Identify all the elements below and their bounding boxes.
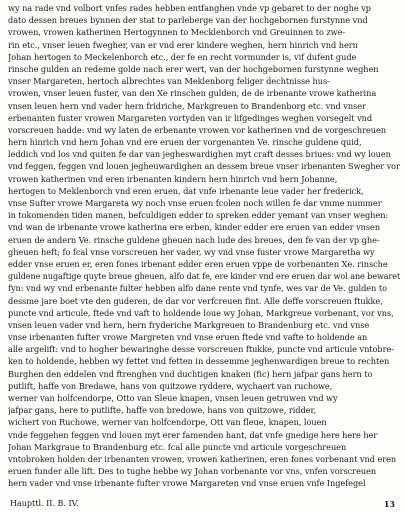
text-line: vorscreuen hadde: vnd wy laten de erbenante vrowen vor katherinen vnd de vorgeschreuen <box>8 124 386 135</box>
text-line: vnd feggen, feggen vnd louen jegheuwardighen an dessem breue vnser irbenanten Swegher vor <box>8 161 400 172</box>
text-line: vntobroken holden der irbenanten vrowen, vrowen katherinen, eren fones vorbenant vnd eren <box>8 453 397 464</box>
text-line: hern hinrich vnd hern Johan vnd ere eruen der vorgenanten Ve. rinsche guldene quid, <box>8 137 362 148</box>
text-line: vrowen katherinen vnd eren irbenanten kindern hern hinrich vnd hern Johanne, <box>8 173 338 184</box>
text-line: wichert von Ruchowe, werner van holfcendorpe, Ott van fleue, knapen, louen <box>8 417 327 428</box>
text-line: vnsen leuen vader vnd hern, hern fryderiche Markgreuen to Brandenburg etc. vnd vnse <box>8 319 370 330</box>
text-line: leddich vnd los vnd quiten fe dar van jegheswardighen myt craft desses briues: vnd wy louen <box>8 149 391 160</box>
text-line: guldene nugaftige quyte breue gheuen, alfo dat fe, ere kinder vnd ere eruen dar wol ane bewaret <box>8 271 401 282</box>
page-footer <box>10 498 395 510</box>
text-line: puncte vnd articule, ftede vnd vaft to holdende loue wy Johan, Markgreue vorbenant, vor vns, <box>8 307 394 318</box>
text-line: Johan Markgraue to Brandenburg etc. fcal alle puncte vnd articule vorgeschreuen <box>8 441 347 452</box>
text-line: hertogen to Meklenborch vnd eren eruen, dat vnfe irbenante leue vader her frederick, <box>8 185 364 196</box>
text-line: vrowen, vrowen katherinen Hertogynnen to Mecklenborch vnd Greuinnen to zwe- <box>8 27 346 38</box>
text-line: vrowen, vnser leuen fuster, van den Xe rinschen gulden, de de irbenante vrowe katherina <box>8 88 377 99</box>
text-line: vnsen leuen hern vnd vader hern fridriche, Markgreuen to Brandenborg etc. vnd vnser <box>8 100 366 111</box>
text-line: eruen funder alle lift. Des to tughe hebbe wy Johan vorbenante vor vns, vnfen vorscreuen <box>8 466 377 477</box>
text-line: edder vnse eruen er, eren fones irbenant edder eren eruen vppe de vorbenanten Xe. rinsche <box>8 258 388 269</box>
text-line: fyn: vnd wy vnd erbenante fulter hebben alfo dane rente vnd tynfe, wes var de Ve. gulden to <box>8 283 387 294</box>
text-line: dato dessen breues bynnen der stat to parleberge van der hochgebornen furstynne vnd <box>8 15 368 26</box>
document-body <box>8 2 400 490</box>
text-line: jafpar gans, here to putlifte, haffe von bredowe, hans von quitzowe, ridder, <box>8 405 316 416</box>
text-line: gheuen heft; fo fcal vnse vorscreuen her vader, wy vnd vnse fuster vrowe Margaretha wy <box>8 246 375 257</box>
text-line: erbenanten fuster vrowen Margareten vortyden van ir lifgedinges weghen vorsegelt vnd <box>8 112 373 123</box>
text-line: vnd wan de irbenante vrowe katherina ere erben, kinder edder ere eruen van edder vnsen <box>8 222 381 233</box>
text-line: wy na rade vnd volbort vnfes rades hebben entfanghen vnde vp gebaret to der noghe vp <box>8 3 371 13</box>
text-line: werner van holfcendorpe, Otto van Sleue knapen, vnsen leuen getruwen vnd wy <box>8 393 338 403</box>
text-line: rin etc., vnser leuen fwegher, van er vnd erer kindere weghen, hern hinrich vnd hern <box>8 39 358 50</box>
text-line: hern vader vnd vnse irbenante fufter vrowe Margareten vnd vnse eruen vnfe Ingefegel <box>8 478 366 489</box>
text-line: vnse Sufter vrowe Margareta wy noch vnse eruen fcolen noch willen fe dar vmme nummer <box>8 198 382 208</box>
footer-reference: Haupttl. II. B. IV. <box>10 499 79 508</box>
text-line: in tokomenden tiden manen, befculdigen edder to spreken edder yemant van vnser weghen: <box>8 210 389 221</box>
text-line: rinsche gulden an redeme golde nach erer wert, van der hochgebornen furstynne weghen <box>8 63 379 74</box>
text-line: alle argelift: vnd to hogher bewaringhe desse vorscreuen ftukke, puncte vnd articule vntobre- <box>8 344 394 355</box>
text-line: ken to holdende, hebben wy fettet vnd fetten in dessemme jeghenwardigen breue to rechten <box>8 356 390 367</box>
text-line: Burghen den eddelen vnd ftrenghen vnd duchtigen knaken (fic) hern jafpar gans hern to <box>8 368 373 379</box>
page-number: 13 <box>383 499 395 509</box>
text-line: vnde feggehen feggen vnd louen myt erer famenden hant, dat vnfe gnedige here here her <box>8 429 378 440</box>
text-line: dessme jare boet vte den guderen, de dar vor verfcreuen fint. Alle deffe vorscreuen ftukke, <box>8 295 383 306</box>
text-line: Johan hertogen to Meckelenborch etc., der fe en recht vormunder is, vif dufent gude <box>8 51 357 62</box>
text-line: putlift, haffe von Bredawe, hans von quitzowe ryddere, wychaert van ruchowe, <box>8 380 333 391</box>
text-line: vnser Margareten, hertoch albrechtes van Meklenborg feliger dechtnisse hus- <box>8 76 330 87</box>
text-line: vnse irbenanten fufter vrowe Margreten vnd vnse eruen ftede vnd vafte to holdende an <box>8 332 368 343</box>
text-line: eruen de andern Ve. rinsche guldene gheuen nach lude des breues, den fe van der vp ghe- <box>8 234 380 245</box>
